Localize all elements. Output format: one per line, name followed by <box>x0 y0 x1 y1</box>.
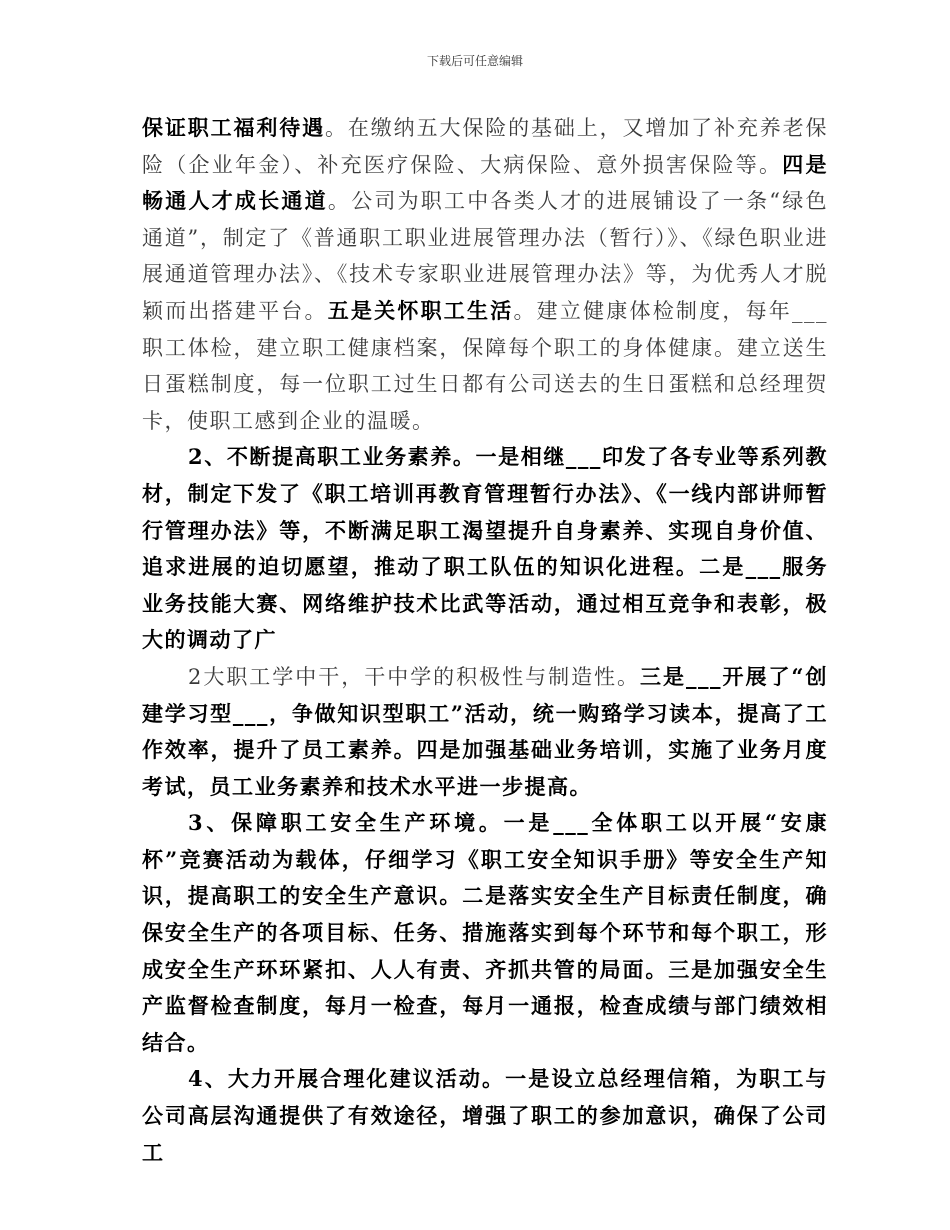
heading-care: 五是关怀职工生活 <box>327 297 514 323</box>
text-care: 。建立健康体检制度，每年___职工体检，建立职工健康档案，保障每个职工的身体健康。建立送生日蛋糕制度，每一位职工过生日都有公司送去的生日蛋糕和总经理贺卡，使职工感到企业的温暖。 <box>142 298 829 433</box>
text-continued-bold: 三是___开展了“创建学习型___，争做知识型职工”活动，统一购臵学习读本，提高了工作效率，提升了员工素养。四是加强基础业务培训，实施了业务月度考试，员工业务素养和技术水平进一步提高。 <box>142 663 828 799</box>
paragraph-3-safety: 3、保障职工安全生产环境。一是___全体职工以开展“安康杯”竞赛活动为载体，仔细学习《职工安全知识手册》等安全生产知识，提高职工的安全生产意识。二是落实安全生产目标责任制度，确保安全生产的各项目标、任务、措施落实到每个环节和每个职工，形成安全生产环环紧扣、人人有责、齐抓共管的局面。三是加强安全生产监督检查制度，每月一检查，每月一通报，检查成绩与部门绩效相结合。 <box>142 810 828 1055</box>
paragraph-2-skills: 2、不断提高职工业务素养。一是相继___印发了各专业等系列教材，制定下发了《职工培训再教育管理暂行办法》、《一线内部讲师暂行管理办法》等，不断满足职工渴望提升自身素养、实现自身价值、追求进展的迫切愿望，推动了职工队伍的知识化进程。二是___服务业务技能大赛、网络维护技术比武等活动，通过相互竞争和表彰，极大的调动了广 <box>142 444 828 653</box>
heading-talent: 四是畅通人才成长通道 <box>142 151 829 214</box>
paragraph-continued <box>142 659 828 805</box>
paragraph-4-suggestions: 4、大力开展合理化建议活动。一是设立总经理信箱，为职工与公司高层沟通提供了有效途径，增强了职工的参加意识，确保了公司工 <box>142 1066 828 1165</box>
heading-welfare: 保证职工福利待遇 <box>142 115 326 140</box>
text-talent: 。公司为职工中各类人才的进展铺设了一条“绿色通道”，制定了《普通职工职业进展管理办法（暂行）》、《绿色职业进展通道管理办法》、《技术专家职业进展管理办法》等，为优秀人才脱颖而出搭建平台。 <box>142 189 829 323</box>
text-continued-light: 2大职工学中干，干中学的积极性与制造性。 <box>188 664 641 689</box>
paragraph-welfare <box>142 110 828 439</box>
text-welfare: 。在缴纳五大保险的基础上，又增加了补充养老保险（企业年金）、补充医疗保险、大病保险、意外损害保险等。 <box>142 116 829 177</box>
page-header-note: 下载后可任意编辑 <box>426 54 523 68</box>
document-body <box>142 110 828 1171</box>
